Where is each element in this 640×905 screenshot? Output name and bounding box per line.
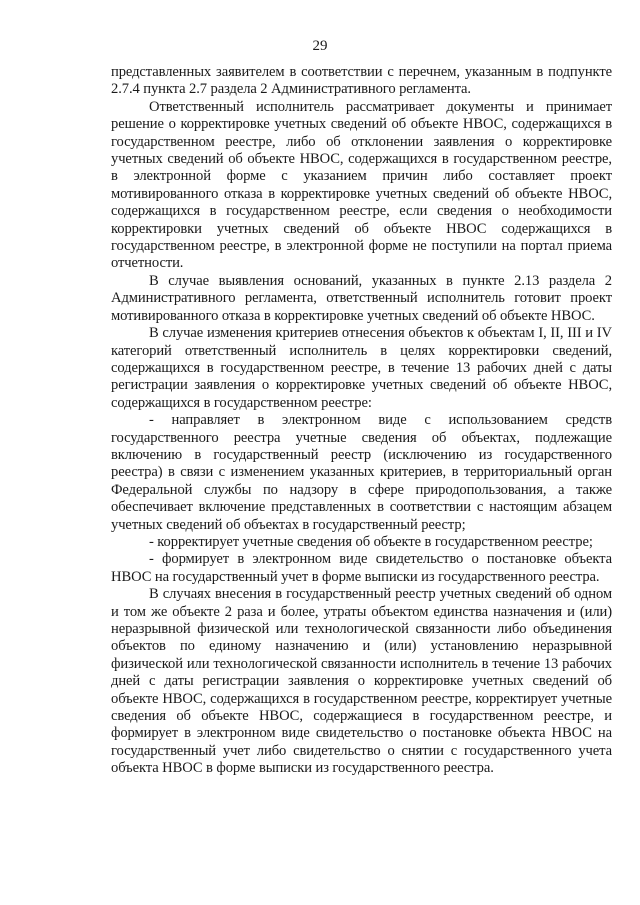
paragraph-criteria-change: В случае изменения критериев отнесения объектов к объектам I, II, III и IV категорий ответственный исполнитель в целях корректировки сведений, содержащихся в государственном реестре, в течение 13 рабочих дней с даты регистрации заявления о корректировке учетных сведений об объекте НВОС, содержащихся в государственном реестре: (111, 325, 612, 411)
paragraph-duplicate-entries: В случаях внесения в государственный реестр учетных сведений об одном и том же объекте 2 раза и более, утраты объектом единства назначения и (или) неразрывной физической или технологической связанности либо объединения объектов по единому назначению и (или) установлению неразрывной физической или технологической связанности исполнитель в течение 13 рабочих дней с даты регистрации заявления о корректировке учетных сведений об объекте НВОС, содержащихся в государственном реестре, корректирует учетные сведения об объекте НВОС, содержащиеся в государственном реестре, и формирует в электронном виде свидетельство о постановке объекта НВОС на государственный учет либо свидетельство о снятии с государственного учета объекта НВОС в форме выписки из государственного реестра. (111, 586, 612, 777)
page-number: 29 (312, 38, 328, 54)
list-item-forms-certificate: - формирует в электронном виде свидетельство о постановке объекта НВОС на государственный учет в форме выписки из государственного реестра. (111, 551, 612, 585)
list-item-sends-electronically: - направляет в электронном виде с использованием средств государственного реестра учетные сведения об объектах, подлежащие включению в государственный реестр (исключению из государственного реестра) в связи с изменением указанных критериев, в территориальный орган Федеральной службы по надзору в сфере природопользования, а также обеспечивает включение представленных в соответствии с настоящим абзацем учетных сведений об объектах в государственный реестр; (111, 412, 612, 533)
list-item-corrects-records: - корректирует учетные сведения об объекте в государственном реестре; (149, 533, 593, 550)
paragraph-continuation: представленных заявителем в соответствии с перечнем, указанным в подпункте 2.7.4 пункта 2.7 раздела 2 Административного регламента. (111, 64, 612, 98)
paragraph-refusal-grounds: В случае выявления оснований, указанных в пункте 2.13 раздела 2 Административного регламента, ответственный исполнитель готовит проект мотивированного отказа в корректировке учетных сведений об объекте НВОС. (111, 272, 612, 324)
paragraph-decision: Ответственный исполнитель рассматривает документы и принимает решение о корректировке учетных сведений об объекте НВОС, содержащихся в государственном реестре, либо об отклонении заявления о корректировке учетных сведений об объекте НВОС, содержащихся в государственном реестре, в электронной форме с указанием причин либо составляет проект мотивированного отказа в корректировке учетных сведений об объекте НВОС, содержащихся в государственном реестре, если сведения о необходимости корректировки учетных сведений об объекте НВОС содержащихся в государственном реестре, в электронной форме не поступили на портал приема отчетности. (111, 98, 612, 272)
document-body (111, 64, 612, 778)
